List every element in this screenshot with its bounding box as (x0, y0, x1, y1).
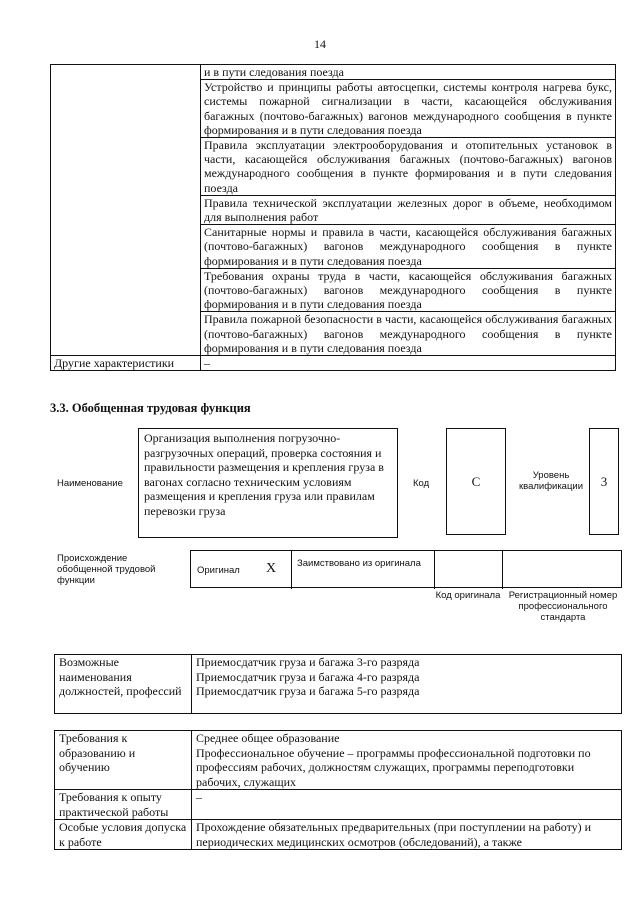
knowledge-item: и в пути следования поезда (201, 65, 616, 80)
table-row (55, 655, 622, 714)
requirements-table (54, 730, 622, 850)
divider (502, 551, 503, 589)
page-number: 14 (314, 37, 326, 51)
knowledge-item: Правила технической эксплуатации железных дорог в объеме, необходимом для выполнения работ (201, 195, 616, 224)
requirement-line: Среднее общее образование (196, 731, 340, 745)
knowledge-item: Требования охраны труда в части, касающейся обслуживания багажных (почтово-багажных) вагонов международного сообщения в пункте формирования и в пути следования поезда (201, 268, 616, 312)
name-label: Наименование (57, 478, 123, 489)
experience-requirements-label: Требования к опыту практической работы (55, 790, 192, 820)
admission-conditions-label: Особые условия допуска к работе (55, 820, 192, 850)
other-characteristics-label: Другие характеристики (51, 356, 201, 371)
education-requirements-value (192, 731, 622, 790)
knowledge-item: Правила эксплуатации электрооборудования и отопительных установок в части, касающейся обслуживания багажных (почтово-багажных) вагонов международного сообщения в пункте формирования и в пути следования поезда (201, 138, 616, 196)
section-title: 3.3. Обобщенная трудовая функция (50, 401, 251, 415)
origin-label: Происхождение обобщенной трудовой функции (57, 553, 156, 586)
table-row (55, 820, 622, 850)
positions-label: Возможные наименования должностей, профессий (55, 655, 192, 714)
knowledge-table (50, 64, 616, 371)
education-requirements-label: Требования к образованию и обучению (55, 731, 192, 790)
other-characteristics-value: – (201, 356, 616, 371)
positions-list (192, 655, 622, 714)
divider (434, 551, 435, 589)
level-box: 3 (589, 428, 619, 535)
position-item: Приемосдатчик груза и багажа 3-го разряда (196, 655, 420, 669)
knowledge-item: Санитарные нормы и правила в части, касающейся обслуживания багажных (почтово-багажных) вагонов международного сообщения в пункте формирования и в пути следования поезда (201, 225, 616, 269)
table-row (55, 731, 622, 790)
experience-requirements-value: – (192, 790, 622, 820)
position-item: Приемосдатчик груза и багажа 5-го разряда (196, 684, 420, 698)
code-box: C (446, 428, 506, 535)
reg-number-label: Регистрационный номер профессионального стандарта (508, 590, 618, 623)
code-label: Код (413, 478, 430, 489)
level-label: Уровень квалификации (518, 470, 584, 492)
original-label: Оригинал (197, 565, 240, 576)
table-row (51, 356, 616, 371)
knowledge-item: Устройство и принципы работы автосцепки, системы контроля нагрева букс, системы пожарной сигнализации в части, касающейся обслуживания багажных (почтово-багажных) вагонов международного сообщения в пункте формирования и в пути следования поезда (201, 80, 616, 138)
admission-conditions-value: Прохождение обязательных предварительных (при поступлении на работу) и периодических медицинских осмотров (обследований), а также (192, 820, 622, 850)
table-row (51, 65, 616, 80)
requirement-line: Профессиональное обучение – программы профессиональной подготовки по профессиям рабочих, должностям служащих, программы переподготовки рабочих, служащих (196, 745, 591, 789)
code-original-label: Код оригинала (435, 590, 501, 601)
borrowed-label: Заимствовано из оригинала (297, 558, 421, 569)
origin-table (190, 550, 622, 588)
knowledge-label-cell (51, 65, 201, 356)
positions-table (54, 654, 622, 714)
table-row (55, 790, 622, 820)
position-item: Приемосдатчик груза и багажа 4-го разряда (196, 669, 420, 684)
function-name-box: Организация выполнения погрузочно-разгрузочных операций, проверка состояния и правильности размещения и крепления груза в вагонах согласно техническим условиям размещения и крепления груза или правилам перевозки груза (138, 428, 398, 538)
original-mark: X (266, 561, 277, 576)
divider (291, 551, 292, 589)
knowledge-item: Правила пожарной безопасности в части, касающейся обслуживания багажных (почтово-багажных) вагонов международного сообщения в пункте формирования и в пути следования поезда (201, 312, 616, 356)
